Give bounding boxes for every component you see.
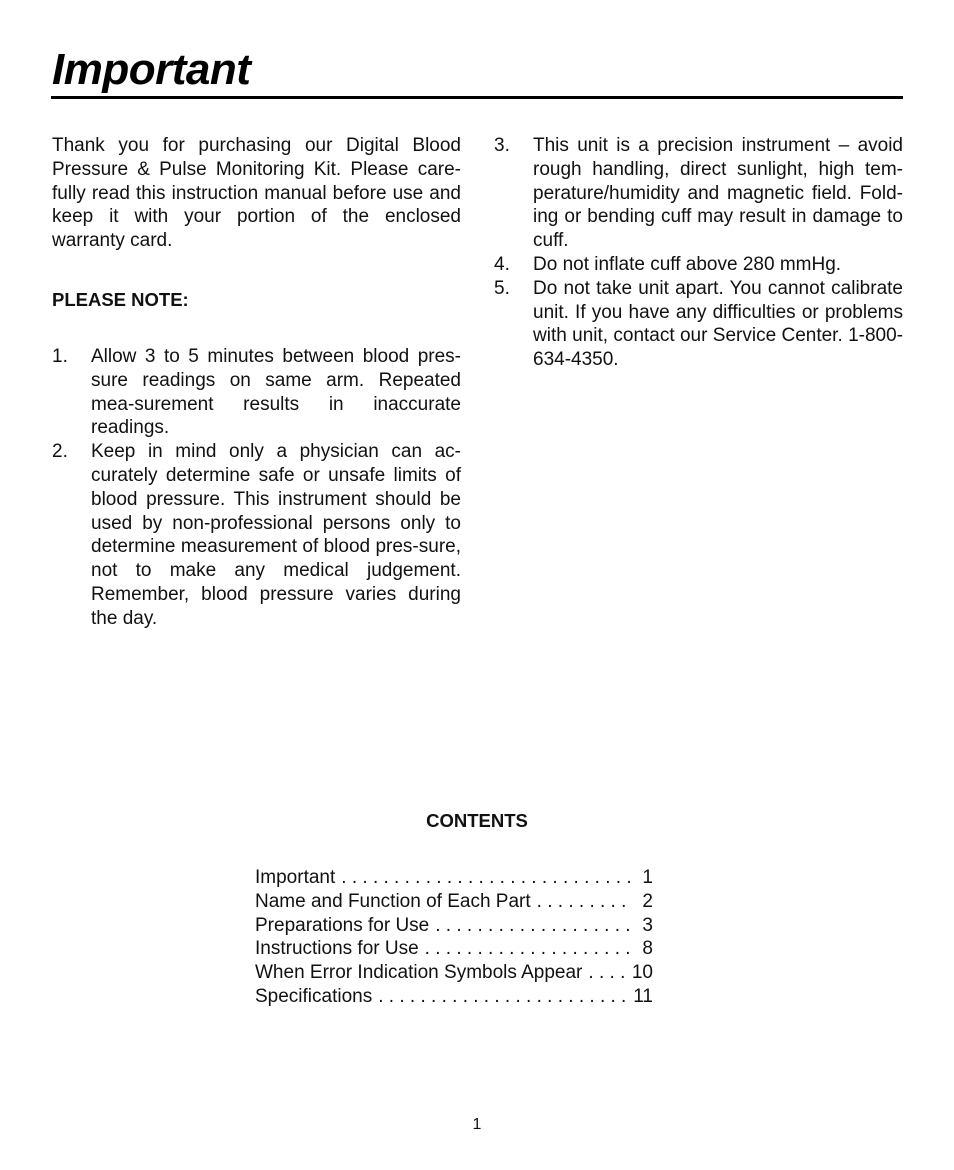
list-item: [52, 345, 461, 440]
right-column: [494, 134, 903, 372]
toc-entry-label: When Error Indication Symbols Appear: [255, 962, 583, 984]
toc-entry[interactable]: [255, 866, 653, 890]
list-item: [494, 277, 903, 372]
toc-entry-page: 10: [631, 962, 653, 984]
page-number: 1: [472, 1116, 482, 1133]
list-item-text: Allow 3 to 5 minutes between blood pres-sure readings on same arm. Repeated mea-surement results in inaccurate readings.: [91, 346, 461, 439]
list-item-number: 4.: [494, 253, 510, 275]
table-of-contents: [255, 866, 653, 1009]
list-item-text: Keep in mind only a physician can ac-curately determine safe or unsafe limits of blood pressure. This instrument should be used by non-professional persons only to determine measurement of blood pres-sure, not to make any medical judgement. Remember, blood pressure varies during the day.: [91, 441, 461, 629]
toc-dot-leader: [378, 985, 627, 1009]
list-item-number: 2.: [52, 441, 68, 463]
toc-dot-leader: [425, 937, 633, 961]
toc-dot-leader: [537, 890, 633, 914]
toc-entry[interactable]: [255, 937, 653, 961]
toc-entry-label: Specifications: [255, 985, 373, 1007]
contents-heading: CONTENTS: [426, 810, 528, 831]
list-item: [494, 253, 903, 277]
please-note-heading: PLEASE NOTE:: [52, 289, 189, 310]
toc-dot-leader: [341, 866, 633, 890]
toc-entry[interactable]: [255, 961, 653, 985]
toc-entry-label: Instructions for Use: [255, 938, 419, 960]
toc-entry[interactable]: [255, 985, 653, 1009]
list-item-number: 3.: [494, 135, 510, 156]
toc-entry-label: Important: [255, 867, 336, 888]
list-item-text: Do not inflate cuff above 280 mmHg.: [533, 253, 842, 275]
toc-entry[interactable]: [255, 890, 653, 914]
toc-entry-page: 1: [642, 867, 653, 888]
note-list-left: [52, 345, 461, 631]
list-item: [494, 134, 903, 253]
toc-dot-leader: [588, 961, 625, 985]
list-item-text: Do not take unit apart. You cannot calibrate unit. If you have any difficulties or problems with unit, contact our Service Center. 1-800-634-4350.: [533, 277, 903, 371]
intro-paragraph: Thank you for purchasing our Digital Blood Pressure & Pulse Monitoring Kit. Please care-fully read this instruction manual before use and keep it with your portion of the enclosed warranty card.: [52, 135, 461, 252]
list-item-number: 1.: [52, 346, 68, 367]
toc-entry-label: Preparations for Use: [255, 914, 430, 936]
note-list-right: [494, 134, 903, 372]
toc-entry-label: Name and Function of Each Part: [255, 890, 531, 912]
toc-dot-leader: [435, 914, 633, 938]
page-title: Important: [52, 45, 251, 94]
toc-entry-page: 2: [642, 890, 653, 912]
list-item-text: This unit is a precision instrument – avoid rough handling, direct sunlight, high tem-perature/humidity and magnetic field. Fold-ing or bending cuff may result in damage to cuff.: [533, 135, 903, 252]
title-rule: [51, 96, 903, 99]
toc-entry-page: 11: [633, 985, 653, 1007]
list-item: [52, 440, 461, 630]
toc-entry-page: 3: [642, 914, 653, 936]
toc-entry[interactable]: [255, 914, 653, 938]
left-column: [52, 134, 461, 629]
toc-entry-page: 8: [642, 938, 653, 960]
list-item-number: 5.: [494, 277, 510, 299]
